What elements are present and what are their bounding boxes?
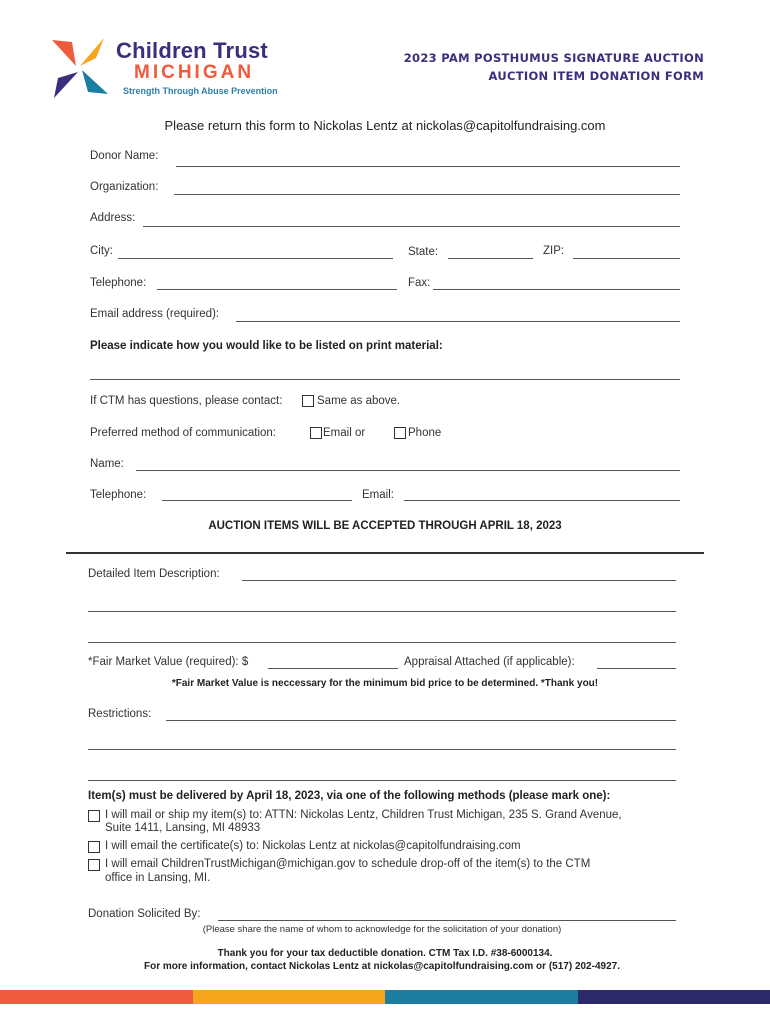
delivery-option-certificate-checkbox[interactable] [88,841,100,853]
email-option-label: Email or [323,427,366,439]
item-description-line-2[interactable] [88,611,676,612]
delivery-option-mail-checkbox[interactable] [88,810,100,822]
return-note: Please return this form to Nickolas Lentz at nickolas@capitolfundraising.com [164,118,606,133]
questions-contact-label: If CTM has questions, please contact: [90,395,283,407]
brand-state: MICHIGAN [134,62,255,83]
contact-name-label: Name: [90,458,124,470]
delivery-option-dropoff-line1: I will email ChildrenTrustMichigan@michigan.gov to schedule drop-off of the item(s) to the CTM [105,858,591,870]
fax-field[interactable] [433,289,680,290]
state-field[interactable] [448,258,533,259]
delivery-option-dropoff-checkbox[interactable] [88,859,100,871]
restrictions-label: Restrictions: [88,708,152,720]
contact-name-field[interactable] [136,470,680,471]
state-label: State: [408,246,439,258]
donor-name-label: Donor Name: [90,150,159,162]
section-divider [66,552,704,554]
email-field[interactable] [236,321,680,322]
form-subtitle: AUCTION ITEM DONATION FORM [488,69,704,83]
footer-thank-you: Thank you for your tax deductible donation. CTM Tax I.D. #38-6000134. [217,948,553,959]
restrictions-field[interactable] [166,720,676,721]
city-field[interactable] [118,258,393,259]
brand-name: Children Trust [116,38,268,63]
same-as-above-checkbox[interactable] [302,395,314,407]
form-title: 2023 PAM POSTHUMUS SIGNATURE AUCTION [403,51,704,65]
address-label: Address: [90,212,136,224]
brand-tagline: Strength Through Abuse Prevention [123,86,278,96]
fmv-note: *Fair Market Value is neccessary for the minimum bid price to be determined. *Thank you! [171,678,599,689]
children-trust-logo-icon [48,36,110,102]
zip-label: ZIP: [543,245,565,257]
delivery-option-mail-line1: I will mail or ship my item(s) to: ATTN: Nickolas Lentz, Children Trust Michigan, 235 S. Grand Avenue, [105,809,622,821]
fair-market-value-label: *Fair Market Value (required): $ [88,656,249,668]
footer-contact: For more information, contact Nickolas Lentz at nickolas@capitolfundraising.com or (517) 202-4927. [144,961,620,972]
fair-market-value-field[interactable] [268,668,398,669]
contact-email-label: Email: [362,489,394,501]
email-checkbox[interactable] [310,427,322,439]
footer-bar-purple [578,990,770,1004]
appraisal-label: Appraisal Attached (if applicable): [404,656,575,668]
contact-email-field[interactable] [404,500,680,501]
organization-field[interactable] [174,194,680,195]
address-field[interactable] [143,226,680,227]
footer-bar-yellow [193,990,385,1004]
delivery-heading: Item(s) must be delivered by April 18, 2023, via one of the following methods (please mark one): [88,790,611,802]
solicited-by-field[interactable] [218,920,676,921]
solicited-by-hint: (Please share the name of whom to acknowledge for the solicitation of your donation) [202,924,562,935]
deadline-notice: AUCTION ITEMS WILL BE ACCEPTED THROUGH APRIL 18, 2023 [208,520,562,532]
listing-field[interactable] [90,379,680,380]
restrictions-line-2[interactable] [88,749,676,750]
email-label: Email address (required): [90,308,220,320]
appraisal-field[interactable] [597,668,676,669]
item-description-field[interactable] [242,580,676,581]
restrictions-line-3[interactable] [88,780,676,781]
item-description-label: Detailed Item Description: [88,568,220,580]
zip-field[interactable] [573,258,680,259]
delivery-option-certificate-line1: I will email the certificate(s) to: Nickolas Lentz at nickolas@capitolfundraising.com [105,840,521,852]
footer-bar-teal [385,990,578,1004]
delivery-option-dropoff-line2: office in Lansing, MI. [105,872,211,884]
telephone-label: Telephone: [90,277,147,289]
contact-telephone-field[interactable] [162,500,352,501]
same-as-above-label: Same as above. [317,395,401,407]
phone-option-label: Phone [408,427,442,439]
contact-telephone-label: Telephone: [90,489,147,501]
phone-checkbox[interactable] [394,427,406,439]
telephone-field[interactable] [157,289,397,290]
preferred-method-label: Preferred method of communication: [90,427,277,439]
listing-prompt: Please indicate how you would like to be listed on print material: [90,340,443,352]
delivery-option-mail-line2: Suite 1411, Lansing, MI 48933 [105,822,261,834]
fax-label: Fax: [408,277,431,289]
footer-bar-orange [0,990,193,1004]
organization-label: Organization: [90,181,159,193]
solicited-by-label: Donation Solicited By: [88,908,201,920]
item-description-line-3[interactable] [88,642,676,643]
city-label: City: [90,245,113,257]
donor-name-field[interactable] [176,166,680,167]
